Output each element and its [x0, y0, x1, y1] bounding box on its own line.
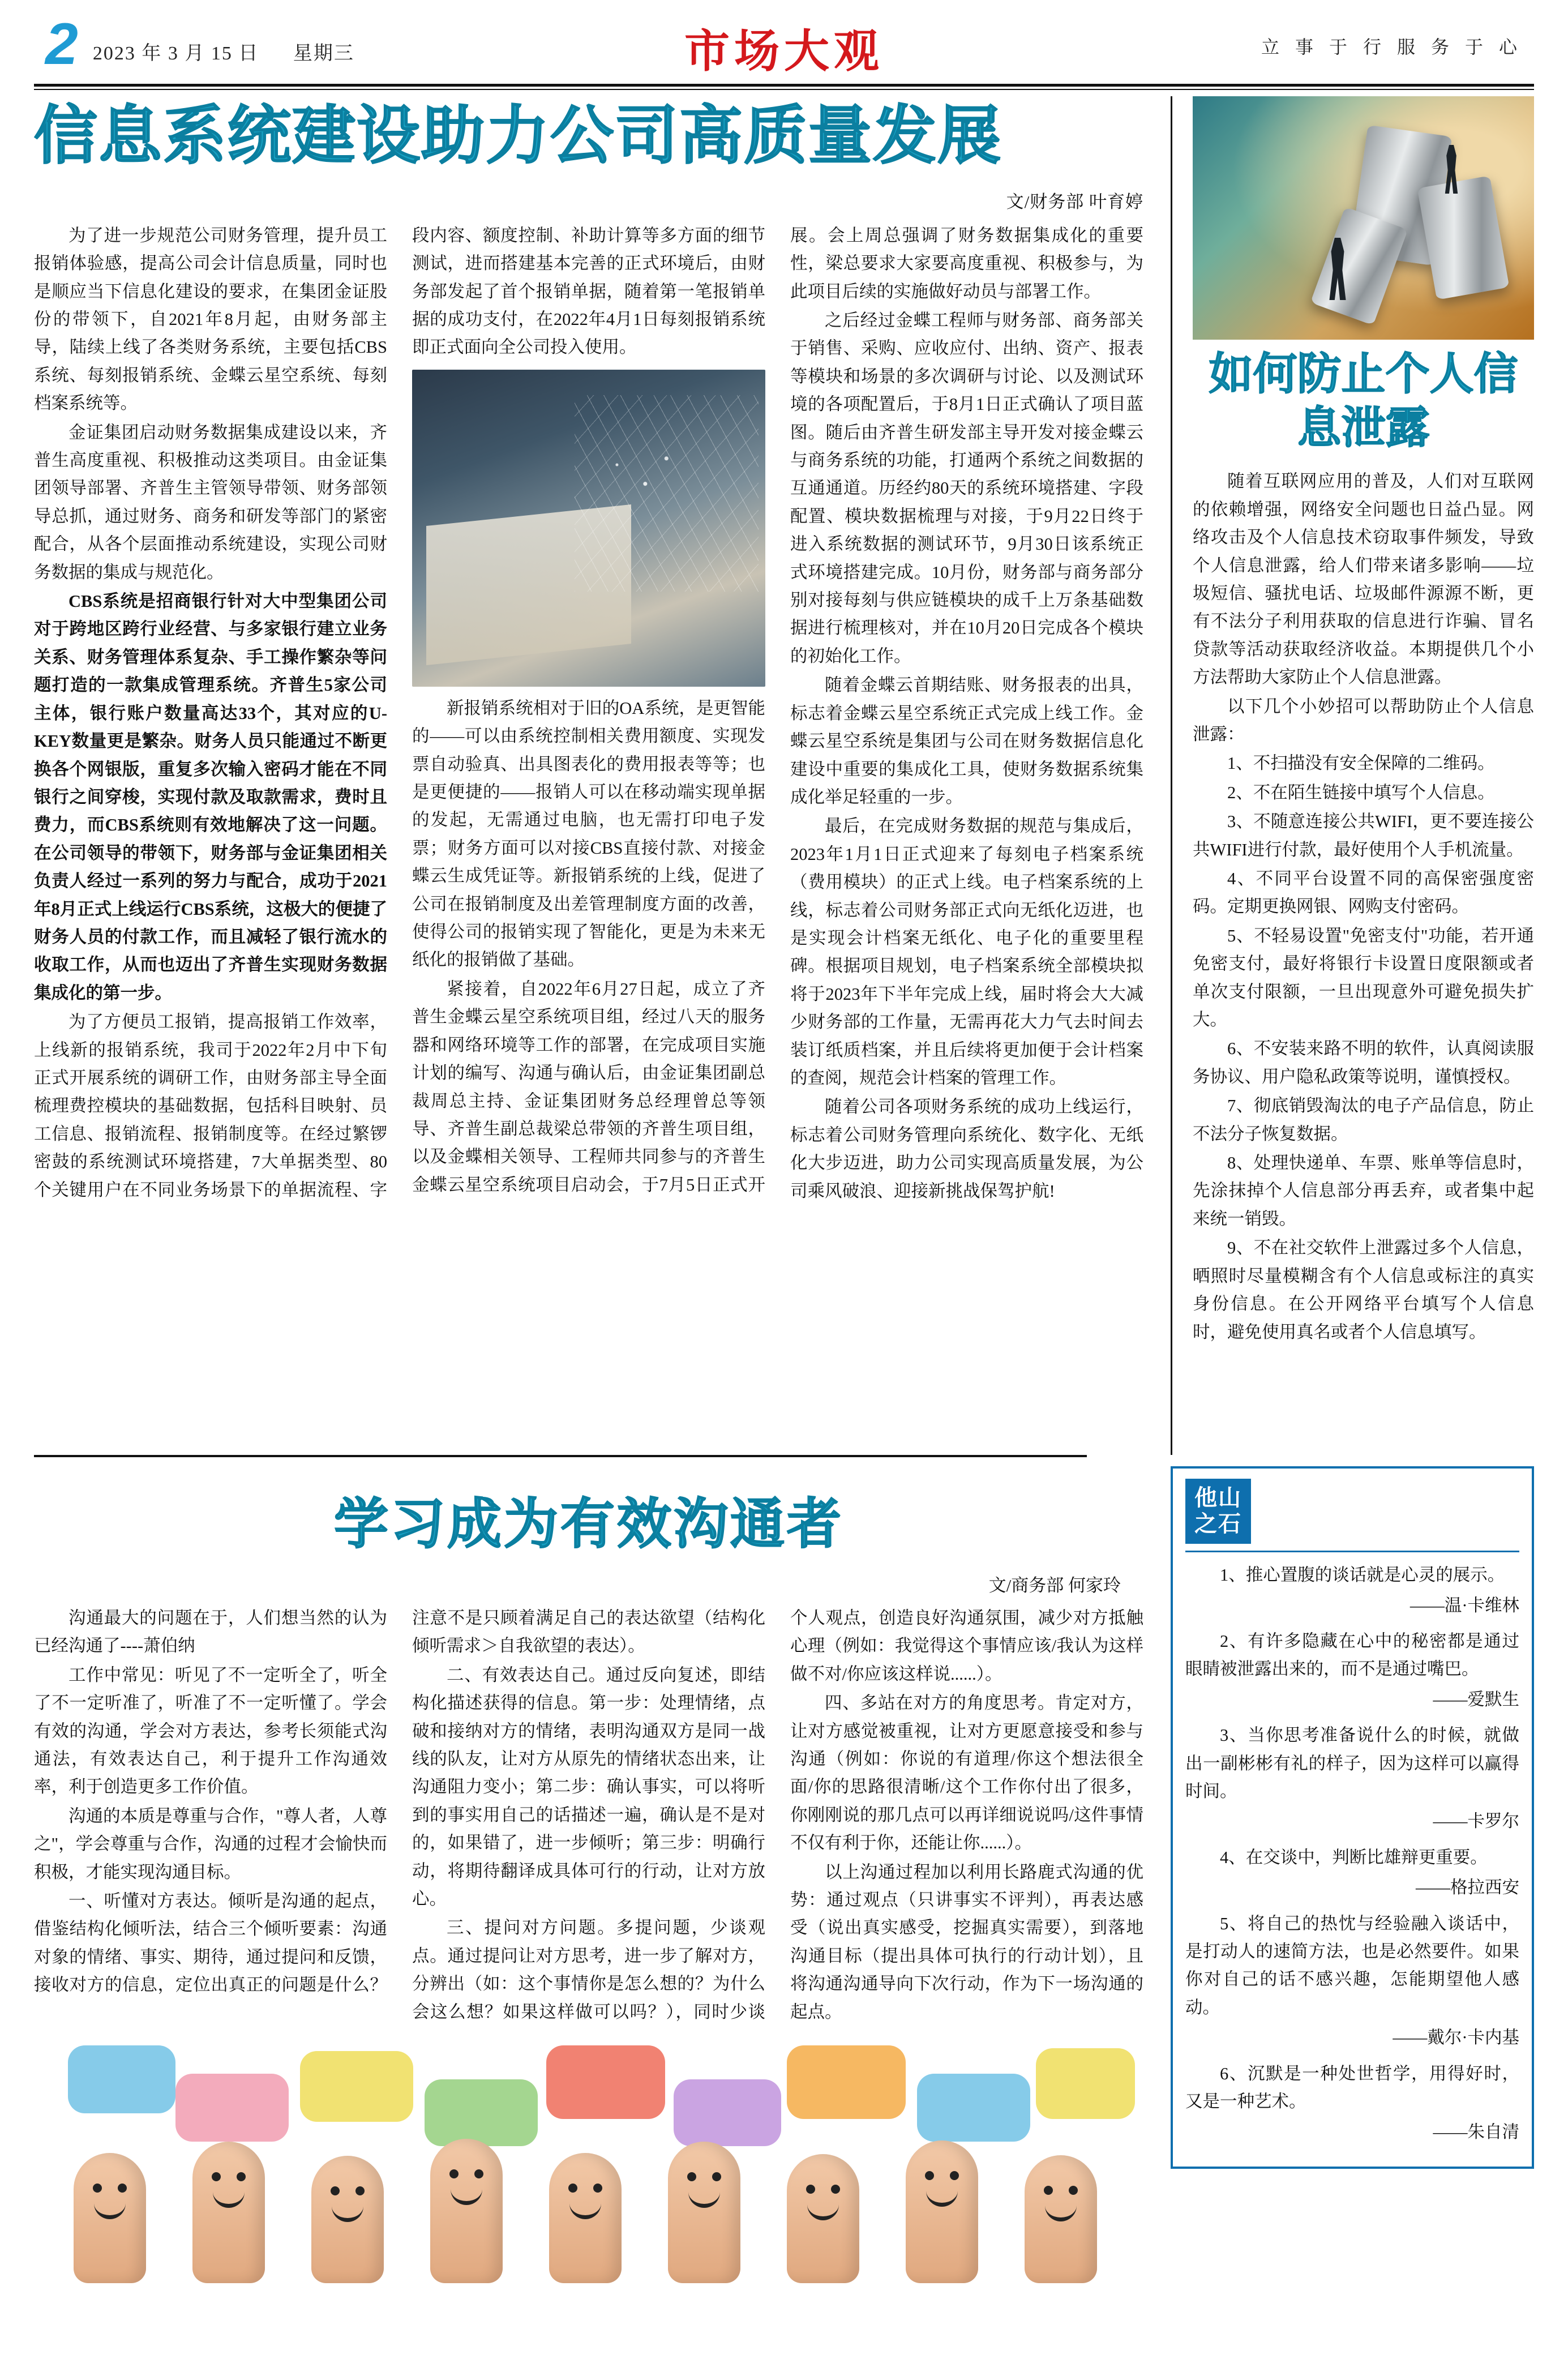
- finger-face-8: [906, 2140, 978, 2283]
- top-zone: [34, 96, 1534, 1455]
- finger-eye-right-4: [474, 2169, 483, 2178]
- finger-eye-left-2: [212, 2172, 221, 2181]
- finger-mouth-4: [451, 2186, 482, 2205]
- article2-para-2: 1、不扫描没有安全保障的二维码。: [1227, 754, 1495, 773]
- finger-eye-left-5: [568, 2184, 577, 2193]
- publication-weekday: 星期三: [293, 42, 354, 64]
- article3-columns: [34, 1604, 1143, 2026]
- article2-para-3: 2、不在陌生链接中填写个人信息。: [1227, 782, 1495, 802]
- quote-item-3: 3、当你思考准备说什么的时候，就做出一副彬彬有礼的样子，因为这样可以赢得时间。: [1185, 1726, 1519, 1801]
- article-information-system: [34, 96, 1160, 1455]
- publication-date: 2023 年 3 月 15 日: [92, 42, 259, 64]
- finger-eye-right-9: [1069, 2186, 1078, 2195]
- article3-byline: 文/商务部 何家玲: [988, 1576, 1121, 1595]
- speech-bubble-8: [917, 2074, 1030, 2142]
- finger-face-1: [74, 2153, 146, 2283]
- masthead: [0, 0, 1568, 85]
- article1-para-5: 紧接着，自2022年6月27日起，成立了齐普生金蝶云星空系统项目组，经过八天的服务器和网络环境等工作的部署，在完成项目实施计划的编写、沟通与确认后，由金证集团副总裁周总主持、金证集团财务总经理曾总等领导、齐普生副总裁梁总带领的齐普生项目组，以及金蝶相关领导、工程师共同参与的齐普生金蝶云星空系统项目启动会，于7月5日正式开展。会上周总强调了财务数据集成化的重要性，梁总要求大家要高度重视、积极参与，为此项目后续的实施做好动员与部署工作。: [412, 225, 1143, 1195]
- article1-columns: [34, 222, 1143, 1205]
- speech-bubble-6: [674, 2079, 781, 2146]
- article3-para-2: 沟通的本质是尊重与合作，"尊人者，人尊之"，学会尊重与合作，沟通的过程才会愉快而积极，才能实现沟通目标。: [34, 1806, 387, 1882]
- finger-mouth-5: [569, 2201, 601, 2219]
- article1-para-3: 为了方便员工报销，提高报销工作效率，上线新的报销系统，我司于2022年2月中下旬正式开展系统的调研工作，由财务部主导全面梳理费控模块的基础数据，包括科目映射、员工信息、报销流程、报销制度等。在经过繁锣密鼓的系统测试环境搭建，7大单据类型、80个关键用户在不同业务场景下的单据流程、字段内容、额度控制、补助计算等多方面的细节测试，进而搭建基本完善的正式环境后，由财务部发起了首个报销单据，随着第一笔报销单据的成功支付，在2022年4月1日每刻报销系统即正式面向全公司投入使用。: [34, 225, 765, 1200]
- sidebar-quotes-logo-line1: 他山: [1194, 1485, 1242, 1511]
- finger-face-3: [311, 2156, 384, 2283]
- sidebar-quotes-header: [1185, 1479, 1519, 1552]
- article3-para-0: 沟通最大的问题在于，人们想当然的认为已经沟通了----萧伯纳: [34, 1608, 387, 1656]
- finger-face-features-4: [430, 2169, 503, 2220]
- quote-item-4: 4、在交谈中，判断比雄辩更重要。: [1220, 1847, 1488, 1867]
- speech-bubble-9: [1036, 2048, 1135, 2119]
- masthead-rule-thin: [34, 89, 1534, 90]
- quote-author-3: ——卡罗尔: [1433, 1812, 1519, 1831]
- finger-eye-left-9: [1044, 2186, 1053, 2195]
- article2-para-8: 7、彻底销毁淘汰的电子产品信息，防止不法分子恢复数据。: [1193, 1096, 1534, 1144]
- article1-para-6: 之后经过金蝶工程师与财务部、商务部关于销售、采购、应收应付、出纳、资产、报表等模块和场景的多次调研与讨论、以及测试环境的各项配置后，于8月1日正式确认了项目蓝图。随后由齐普生研发部主导开发对接金蝶云与商务系统的功能，打通两个系统之间数据的互通通道。历经约80天的系统环境搭建、字段配置、模块数据梳理与对接，于9月22日终于进入系统数据的测试环节，9月30日该系统正式环境搭建完成。10月份，财务部与商务部分别对接每刻与供应链模块的成千上万条基础数据进行梳理核对，并在10月20日完成各个模块的初始化工作。: [790, 311, 1143, 666]
- quote-item-1: 1、推心置腹的谈话就是心灵的展示。: [1220, 1565, 1505, 1585]
- article3-para-5: 三、提问对方问题。多提问题，少谈观点。通过提问让对方思考，进一步了解对方，分辨出（如：这个事情你是怎么想的？为什么会这么想？如果这样做可以吗？），同时少谈个人观点，创造良好沟通氛围，减少对方抵触心理（例如：我觉得这个事情应该/我认为这样做不对/你应该这样说......）。: [412, 1608, 1143, 2022]
- article1-para-8: 最后，在完成财务数据的规范与集成后，2023年1月1日正式迎来了每刻电子档案系统（费用模块）的正式上线。电子档案系统的上线，标志着公司财务部正式向无纸化迈进，也是实现会计档案无纸化、电子化的重要里程碑。根据项目规划，电子档案系统全部模块拟将于2023年下半年完成上线，届时将会大大减少财务部的工作量，无需再花大力气去时间去装订纸质档案，并且后续将更加便于会计档案的查阅，规范会计档案的管理工作。: [790, 816, 1143, 1088]
- article1-para-7: 随着金蝶云首期结账、财务报表的出具，标志着金蝶云星空系统正式完成上线工作。金蝶云星空系统是集团与公司在财务数据信息化建设中重要的集成化工具，使财务数据系统集成化举足轻重的一步。: [790, 675, 1143, 807]
- finger-eye-right-7: [831, 2185, 840, 2194]
- finger-eye-right-8: [950, 2171, 959, 2180]
- article2-body: [1193, 468, 1534, 1346]
- finger-face-4: [430, 2139, 503, 2283]
- finger-eye-right-3: [355, 2186, 365, 2195]
- finger-eye-right-6: [712, 2172, 721, 2181]
- article3-headline: 学习成为有效沟通者: [334, 1492, 843, 1556]
- finger-face-9: [1025, 2155, 1097, 2283]
- speech-bubble-5: [546, 2045, 665, 2119]
- article2-para-6: 5、不轻易设置"免密支付"功能，若开通免密支付，最好将银行卡设置日度限额或者单次支付限额，一旦出现意外可避免损失扩大。: [1193, 926, 1534, 1030]
- finger-eye-left-6: [687, 2172, 696, 2181]
- article1-para-1: 金证集团启动财务数据集成建设以来，齐普生高度重视、积极推动这类项目。由金证集团领导部署、齐普生主管领导带领、财务部领导总抓，通过财务、商务和研发等部门的紧密配合，从各个层面推动系统建设，实现公司财务数据的集成与规范化。: [34, 422, 387, 582]
- decorative-can-3: [1310, 207, 1408, 326]
- quote-author-4: ——格拉西安: [1416, 1878, 1519, 1898]
- article2-para-0: 随着互联网应用的普及，人们对互联网的依赖增强，网络安全问题也日益凸显。网络攻击及个人信息技术窃取事件频发，导致个人信息泄露，给人们带来诸多影响——垃圾短信、骚扰电话、垃圾邮件源源不断，更有不法分子利用获取的信息进行诈骗、冒名贷款等活动获取经济收益。本期提供几个小方法帮助大家防止个人信息泄露。: [1193, 472, 1534, 687]
- finger-face-7: [787, 2154, 859, 2283]
- speech-bubble-4: [425, 2079, 538, 2146]
- finger-eye-right-2: [237, 2172, 246, 2181]
- finger-face-2: [192, 2142, 265, 2283]
- article2-para-7: 6、不安装来路不明的软件，认真阅读服务协议、用户隐私政策等说明，谨慎授权。: [1193, 1039, 1534, 1086]
- finger-face-features-6: [668, 2172, 740, 2223]
- finger-eye-right-5: [593, 2184, 602, 2193]
- article3-illustration-finger-faces: [34, 2040, 1143, 2283]
- finger-face-features-7: [787, 2185, 859, 2236]
- article1-photo-handshake-data: [412, 370, 765, 687]
- masthead-slogan: 立 事 于 行 服 务 于 心: [1261, 37, 1523, 57]
- quote-author-2: ——爱默生: [1433, 1689, 1519, 1709]
- speech-bubble-7: [787, 2045, 906, 2119]
- article2-para-9: 8、处理快递单、车票、账单等信息时，先涂抹掉个人信息部分再丢弃，或者集中起来统一销毁。: [1193, 1153, 1534, 1228]
- finger-face-5: [549, 2153, 622, 2283]
- finger-face-features-1: [74, 2184, 146, 2234]
- article1-para-2: CBS系统是招商银行针对大中型集团公司对于跨地区跨行业经营、与多家银行建立业务关系、财务管理体系复杂、手工操作繁杂等问题打造的一款集成管理系统。齐普生5家公司主体，银行账户数量高达33个，其对应的U-KEY数量更是繁杂。财务人员只能通过不断更换各个网银版，重复多次输入密码才能在不同银行之间穿梭，实现付款及取款需求，费时且费力，而CBS系统则有效地解决了这一问题。在公司领导的带领下，财务部与金证集团相关负责人经过一系列的努力与配合，成功于2021年8月正式上线运行CBS系统，这极大的便捷了财务人员的付款工作，而且减轻了银行流水的收取工作，从而也迈出了齐普生实现财务数据集成化的第一步。: [34, 592, 387, 1003]
- article1-headline: 信息系统建设助力公司高质量发展: [34, 99, 1002, 173]
- finger-mouth-1: [94, 2201, 126, 2219]
- quote-item-6: 6、沉默是一种处世哲学，用得好时，又是一种艺术。: [1185, 2064, 1519, 2112]
- finger-face-6: [668, 2142, 740, 2283]
- column-divider-vertical: [1171, 96, 1172, 1455]
- finger-face-features-9: [1025, 2186, 1097, 2237]
- article1-para-0: 为了进一步规范公司财务管理，提升员工报销体验感，提高公司会计信息质量，同时也是顺应当下信息化建设的要求，在集团金证股份的带领下，自2021年8月起，由财务部主导，陆续上线了各类财务系统，主要包括CBS系统、每刻报销系统、金蝶云星空系统、每刻档案系统等。: [34, 225, 387, 413]
- finger-face-features-8: [906, 2171, 978, 2222]
- article3-para-1: 工作中常见：听见了不一定听全了，听全了不一定听准了，听准了不一定听懂了。学会有效的沟通，学会对方表达，参考长须能式沟通法，有效表达自己，利于提升工作沟通效率，利于创造更多工作价值。: [34, 1665, 387, 1797]
- article2-headline: 如何防止个人信息泄露: [1209, 349, 1518, 454]
- article2-para-4: 3、不随意连接公共WIFI，更不要连接公共WIFI进行付款，最好使用个人手机流量。: [1193, 812, 1534, 859]
- quote-author-1: ——温·卡维林: [1410, 1595, 1519, 1615]
- section-divider-horizontal: [34, 1455, 1087, 1457]
- section-title: 市场大观: [684, 25, 884, 78]
- finger-eye-left-8: [925, 2171, 934, 2180]
- speech-bubble-1: [68, 2045, 175, 2113]
- quote-author-6: ——朱自清: [1433, 2122, 1519, 2142]
- article3-para-6: 四、多站在对方的角度思考。肯定对方，让对方感觉被重视，让对方更愿意接受和参与沟通（例如：你说的有道理/你这个想法很全面/你的思路很清晰/这个工作你付出了很多，你刚刚说的那几点可以再详细说说吗/这件事情不仅有利于你，还能让你......）。: [790, 1693, 1143, 1853]
- speech-bubble-2: [175, 2074, 289, 2142]
- bottom-zone: [34, 1466, 1534, 2353]
- article3-para-3: 一、听懂对方表达。倾听是沟通的起点，借鉴结构化倾听法，结合三个倾听要素：沟通对象的情绪、事实、期待，通过提问和反馈，接收对方的信息，定位出真正的问题是什么？注意不是只顾着满足自己的表达欲望（结构化倾听需求＞自我欲望的表达）。: [34, 1608, 765, 1995]
- finger-face-features-5: [549, 2184, 622, 2234]
- finger-eye-left-1: [93, 2184, 102, 2193]
- article2-para-10: 9、不在社交软件上泄露过多个人信息，晒照时尽量模糊含有个人信息或标注的真实身份信息。在公开网络平台填写个人信息时，避免使用真名或者个人信息填写。: [1193, 1238, 1534, 1342]
- article2-photo-cans: [1193, 96, 1534, 340]
- page-number: 2: [45, 11, 78, 77]
- quote-item-2: 2、有许多隐藏在心中的秘密都是通过眼睛被泄露出来的，而不是通过嘴巴。: [1185, 1632, 1519, 1679]
- finger-eye-right-1: [118, 2184, 127, 2193]
- article3-para-4: 二、有效表达自己。通过反向复述，即结构化描述获得的信息。第一步：处理情绪，点破和接纳对方的情绪，表明沟通双方是同一战线的队友，让对方从原先的情绪状态出来，让沟通阻力变小；第二步：确认事实，可以将听到的事实用自己的话描述一遍，确认是不是对的，如果错了，进一步倾听；第三步：明确行动，将期待翻译成具体可行的行动，让对方放心。: [412, 1665, 765, 1909]
- sidebar-quotes-list: [1185, 1561, 1519, 2146]
- article1-para-9: 随着公司各项财务系统的成功上线运行，标志着公司财务管理向系统化、数字化、无纸化大步迈进，助力公司实现高质量发展，为公司乘风破浪、迎接新挑战保驾护航!: [790, 1097, 1143, 1201]
- quote-item-5: 5、将自己的热忱与经验融入谈话中，是打动人的速简方法，也是必然要件。如果你对自己的话不感兴趣，怎能期望他人感动。: [1185, 1913, 1519, 2017]
- sidebar-quotes-column: [1160, 1466, 1534, 2353]
- sidebar-quotes-logo: [1185, 1479, 1251, 1544]
- article1-byline: 文/财务部 叶育婷: [1006, 191, 1143, 212]
- finger-mouth-8: [926, 2188, 958, 2207]
- masthead-rule-thick: [34, 84, 1534, 87]
- finger-mouth-9: [1045, 2203, 1077, 2221]
- finger-face-features-3: [311, 2186, 384, 2237]
- article3-para-7: 以上沟通过程加以利用长路鹿式沟通的优势：通过观点（只讲事实不评判），再表达感受（说出真实感受，挖掘真实需要），到落地沟通目标（提出具体可执行的行动计划），且将沟通沟通导向下次行动，作为下一场沟通的起点。: [790, 1862, 1143, 2022]
- finger-mouth-6: [688, 2189, 720, 2208]
- finger-eye-left-3: [331, 2186, 340, 2195]
- finger-mouth-7: [807, 2202, 839, 2220]
- article-privacy-protection: [1183, 96, 1534, 1455]
- speech-bubble-3: [300, 2051, 413, 2122]
- article2-para-1: 以下几个小妙招可以帮助防止个人信息泄露：: [1193, 696, 1534, 744]
- page-body: [34, 96, 1534, 2353]
- article2-para-5: 4、不同平台设置不同的高保密强度密码。定期更换网银、网购支付密码。: [1193, 869, 1534, 917]
- finger-mouth-3: [332, 2203, 363, 2222]
- finger-face-features-2: [192, 2172, 265, 2223]
- article-effective-communication: [34, 1466, 1160, 2353]
- sidebar-quotes-box: [1171, 1466, 1534, 2169]
- finger-eye-left-7: [806, 2185, 815, 2194]
- article1-para-4: 新报销系统相对于旧的OA系统，是更智能的——可以由系统控制相关费用额度、实现发票自动验真、出具图表化的费用报表等等；也是更便捷的——报销人可以在移动端实现单据的发起，无需通过电脑，也无需打印电子发票；财务方面可以对接CBS直接付款、对接金蝶云生成凭证等。新报销系统的上线，促进了公司在报销制度及出差管理制度方面的改善，使得公司的报销实现了智能化，更是为未来无纸化的报销做了基础。: [412, 698, 765, 970]
- quote-author-5: ——戴尔·卡内基: [1393, 2028, 1519, 2048]
- finger-mouth-2: [213, 2189, 245, 2208]
- sidebar-quotes-logo-line2: 之石: [1194, 1510, 1242, 1537]
- decorative-can-2: [1417, 175, 1510, 300]
- finger-eye-left-4: [449, 2169, 459, 2178]
